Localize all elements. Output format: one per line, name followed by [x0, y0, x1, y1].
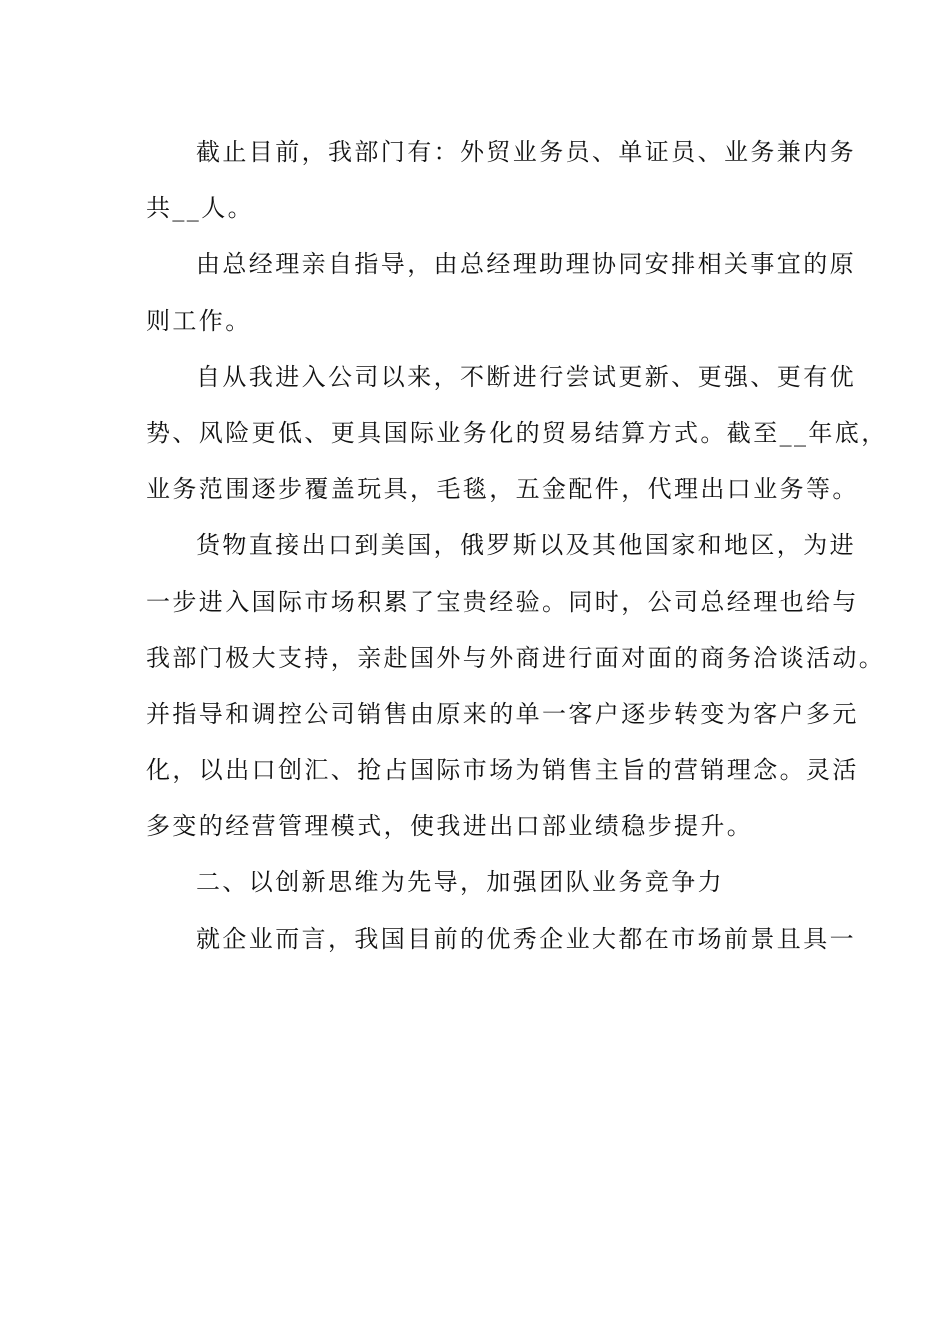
text-line: 并指导和调控公司销售由原来的单一客户逐步转变为客户多元: [146, 699, 859, 728]
text-line: 由总经理亲自指导，由总经理助理协同安排相关事宜的原: [196, 250, 856, 279]
section-heading: 二、以创新思维为先导，加强团队业务竞争力: [196, 868, 724, 897]
text-line: 则工作。: [146, 306, 252, 335]
text-line: 化，以出口创汇、抢占国际市场为销售主旨的营销理念。灵活: [146, 756, 859, 785]
text-line: 势、风险更低、更具国际业务化的贸易结算方式。截至__年底，: [146, 418, 888, 447]
text-line: 一步进入国际市场积累了宝贵经验。同时，公司总经理也给与: [146, 587, 859, 616]
text-line: 多变的经营管理模式，使我进出口部业绩稳步提升。: [146, 812, 754, 841]
text-line: 货物直接出口到美国，俄罗斯以及其他国家和地区，为进: [196, 531, 856, 560]
document-body: [146, 130, 888, 973]
text-line: 就企业而言，我国目前的优秀企业大都在市场前景且具一: [196, 924, 856, 953]
text-line: 自从我进入公司以来，不断进行尝试更新、更强、更有优: [196, 362, 856, 391]
text-line: 我部门极大支持，亲赴国外与外商进行面对面的商务洽谈活动。: [146, 643, 886, 672]
text-line: 共__人。: [146, 194, 254, 223]
text-line: 业务范围逐步覆盖玩具，毛毯，五金配件，代理出口业务等。: [146, 475, 859, 504]
text-line: 截止目前，我部门有：外贸业务员、单证员、业务兼内务: [196, 138, 856, 166]
